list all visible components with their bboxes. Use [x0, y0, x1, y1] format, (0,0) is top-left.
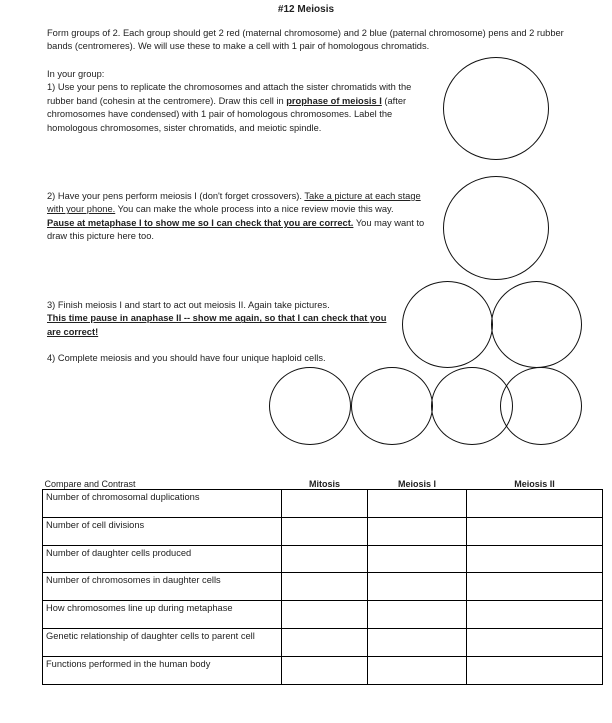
meiosis-2-cell-left-circle[interactable]	[402, 281, 493, 368]
prophase-meiosis-link: prophase of meiosis I	[286, 95, 382, 106]
step-1-text: 1) Use your pens to replicate the chromosomes and attach the sister chromatids with the rubber band (cohesin at the centromere). Draw this cell in	[47, 82, 412, 106]
meiosis-1-answer-cell[interactable]	[368, 573, 467, 601]
table-row	[43, 490, 603, 518]
mitosis-answer-cell[interactable]	[282, 545, 368, 573]
row-label: Genetic relationship of daughter cells to parent cell	[43, 628, 282, 656]
row-label: Number of chromosomes in daughter cells	[43, 573, 282, 601]
row-label: Number of daughter cells produced	[43, 545, 282, 573]
mitosis-answer-cell[interactable]	[282, 517, 368, 545]
intro-paragraph: Form groups of 2. Each group should get 2 red (maternal chromosome) and 2 blue (paternal chromosome) pens and 2 rubber bands (centromeres). We will use these to make a cell with 1 pair of homologous chromatids.	[47, 28, 564, 52]
meiosis-2-answer-cell[interactable]	[467, 601, 603, 629]
meiosis-2-answer-cell[interactable]	[467, 545, 603, 573]
haploid-cell-1-circle[interactable]	[269, 367, 351, 445]
mitosis-answer-cell[interactable]	[282, 628, 368, 656]
step-4-instructions: 4) Complete meiosis and you should have four unique haploid cells.	[47, 353, 326, 363]
meiosis-1-answer-cell[interactable]	[368, 656, 467, 684]
step-3-text: 3) Finish meiosis I and start to act out meiosis II. Again take pictures.	[47, 300, 330, 310]
mitosis-answer-cell[interactable]	[282, 490, 368, 518]
page-title: #12 Meiosis	[277, 4, 335, 15]
step-2-text-end: You may want to draw this picture here too.	[47, 217, 425, 242]
step-2-text: 2) Have your pens perform meiosis I (don't forget crossovers).	[47, 191, 305, 201]
table-row	[43, 601, 603, 629]
header-meiosis-2: Meiosis II	[514, 479, 555, 489]
step-1-instructions	[47, 68, 422, 135]
table-row	[43, 573, 603, 601]
meiosis-1-answer-cell[interactable]	[368, 628, 467, 656]
row-label: Number of cell divisions	[43, 517, 282, 545]
metaphase-drawing-circle[interactable]	[443, 176, 549, 280]
take-picture-note: Take a picture at each stage with your phone.	[47, 191, 421, 215]
mitosis-answer-cell[interactable]	[282, 601, 368, 629]
meiosis-2-cell-right-circle[interactable]	[491, 281, 582, 368]
table-row	[43, 517, 603, 545]
row-label: Number of chromosomal duplications	[43, 490, 282, 518]
meiosis-1-answer-cell[interactable]	[368, 517, 467, 545]
prophase-drawing-circle[interactable]	[443, 57, 549, 160]
table-header-row	[43, 476, 603, 490]
header-mitosis: Mitosis	[308, 479, 340, 489]
haploid-cell-4-circle[interactable]	[500, 367, 582, 445]
meiosis-2-answer-cell[interactable]	[467, 628, 603, 656]
table-row	[43, 656, 603, 684]
meiosis-2-answer-cell[interactable]	[467, 573, 603, 601]
meiosis-1-answer-cell[interactable]	[368, 545, 467, 573]
compare-contrast-table	[42, 476, 603, 685]
metaphase-pause-note: Pause at metaphase I to show me so I can check that you are correct.	[47, 217, 354, 228]
meiosis-1-answer-cell[interactable]	[368, 490, 467, 518]
step-2-instructions	[47, 190, 437, 244]
meiosis-2-answer-cell[interactable]	[467, 490, 603, 518]
group-heading: In your group:	[47, 69, 105, 79]
row-label: Functions performed in the human body	[43, 656, 282, 684]
header-meiosis-1: Meiosis I	[397, 479, 436, 489]
meiosis-2-answer-cell[interactable]	[467, 517, 603, 545]
table-row	[43, 545, 603, 573]
step-1-text-continued: (after chromosomes have condensed) with 1 pair of homologous chromosomes. Label the homologous chromosomes, sister chromatids, and meiotic spindle.	[47, 95, 407, 133]
anaphase-pause-note: This time pause in anaphase II -- show me again, so that I can check that you are correct!	[47, 313, 387, 337]
table-row	[43, 628, 603, 656]
row-label: How chromosomes line up during metaphase	[43, 601, 282, 629]
step-2-text-continued: You can make the whole process into a nice review movie this way.	[115, 204, 394, 215]
mitosis-answer-cell[interactable]	[282, 656, 368, 684]
haploid-cell-2-circle[interactable]	[351, 367, 433, 445]
mitosis-answer-cell[interactable]	[282, 573, 368, 601]
header-compare-contrast: Compare and Contrast	[44, 479, 136, 489]
meiosis-2-answer-cell[interactable]	[467, 656, 603, 684]
step-3-instructions	[47, 299, 392, 339]
meiosis-1-answer-cell[interactable]	[368, 601, 467, 629]
